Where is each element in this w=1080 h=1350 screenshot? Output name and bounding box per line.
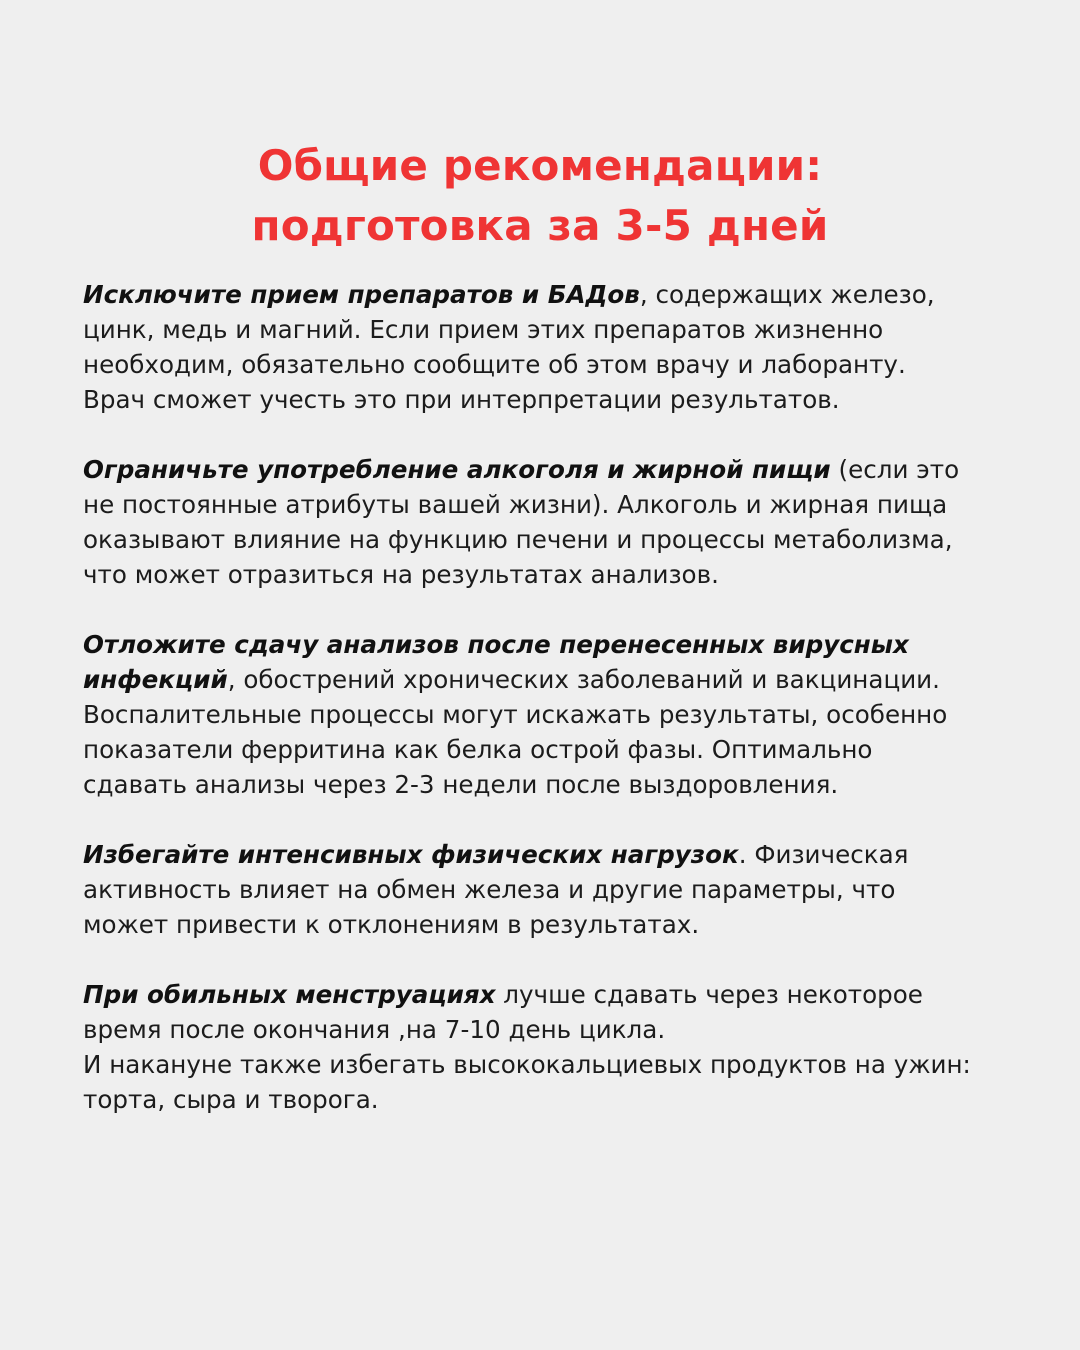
recommendations-list xyxy=(83,277,1013,1152)
recommendation-body: . Физическая активность влияет на обмен железа и другие параметры, что может привести к отклонениям в результатах. xyxy=(83,840,909,939)
recommendation-body: лучше сдавать через некоторое время после окончания ,на 7-10 день цикла. И накануне также избегать высококальциевых продуктов на ужин: торта, сыра и творога. xyxy=(83,980,971,1114)
recommendation-postpone-after-infection xyxy=(83,627,1013,802)
recommendation-lead: При обильных менструациях xyxy=(83,980,496,1009)
recommendation-body: , содержащих железо, цинк, медь и магний. Если прием этих препаратов жизненно необходим, обязательно сообщите об этом врачу и лаборанту. Врач сможет учесть это при интерпретации результатов. xyxy=(83,280,935,414)
recommendation-body: , обострений хронических заболеваний и вакцинации. Воспалительные процессы могут искажать результаты, особенно показатели ферритина как белка острой фазы. Оптимально сдавать анализы через 2-3 недели после выздоровления. xyxy=(83,665,948,799)
recommendation-medications xyxy=(83,277,1013,417)
title-line-2: подготовка за 3-5 дней xyxy=(251,201,829,250)
recommendation-physical-activity xyxy=(83,837,1013,942)
recommendation-menstruation xyxy=(83,977,1013,1117)
recommendation-lead: Ограничьте употребление алкоголя и жирной пищи xyxy=(83,455,831,484)
title-line-1: Общие рекомендации: xyxy=(257,141,823,190)
page-title xyxy=(0,136,1080,256)
recommendation-alcohol-fatty-food xyxy=(83,452,1013,592)
recommendation-lead: Исключите прием препаратов и БАДов xyxy=(83,280,640,309)
recommendation-lead: Отложите сдачу анализов после перенесенных вирусных инфекций xyxy=(83,630,909,694)
recommendation-body: (если это не постоянные атрибуты вашей жизни). Алкоголь и жирная пища оказывают влияние на функцию печени и процессы метаболизма, что может отразиться на результатах анализов. xyxy=(83,455,960,589)
recommendation-lead: Избегайте интенсивных физических нагрузок xyxy=(83,840,739,869)
